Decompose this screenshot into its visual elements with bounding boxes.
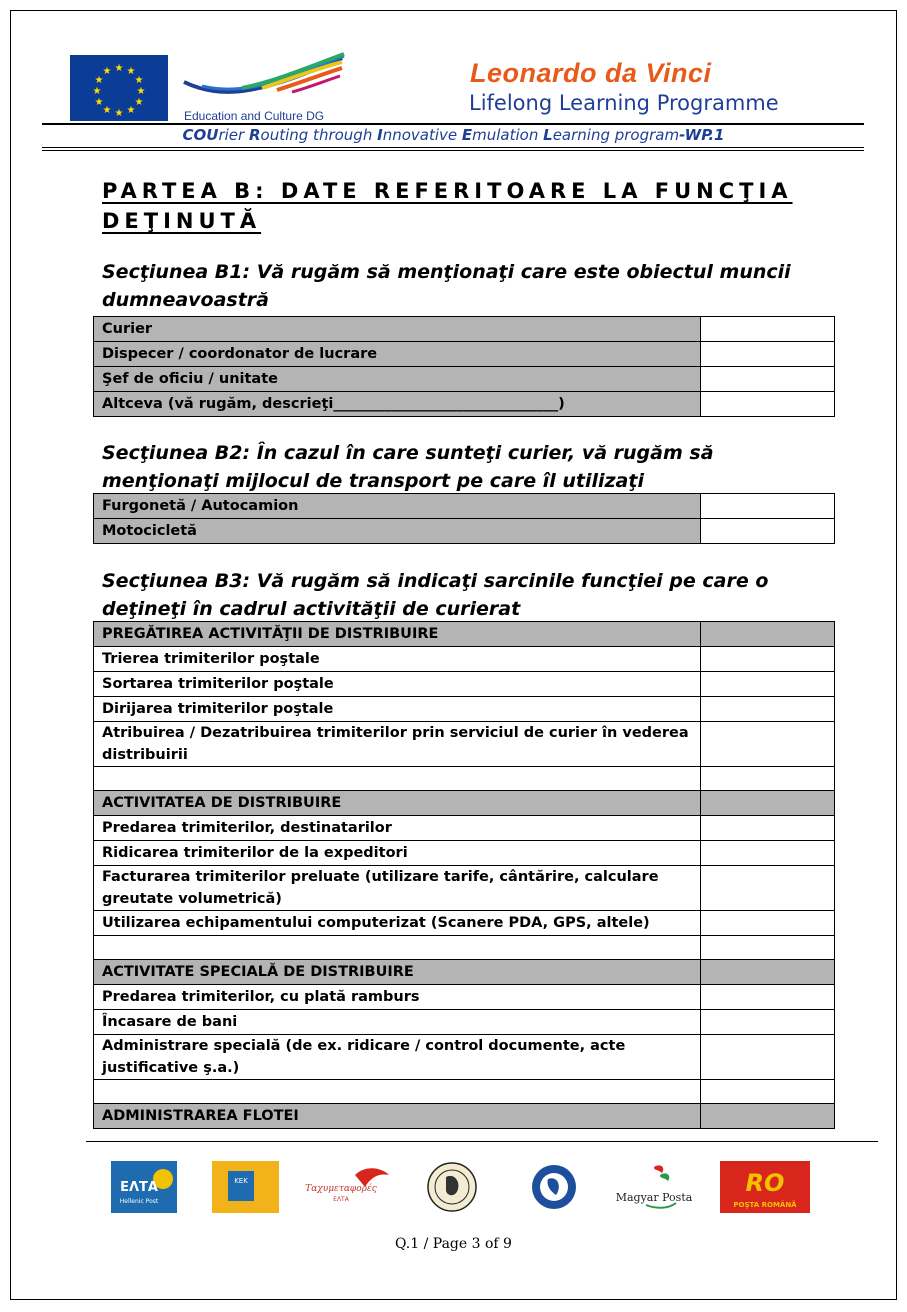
table-row	[94, 367, 835, 392]
answer-cell[interactable]	[701, 494, 835, 519]
table-row	[94, 519, 835, 544]
page-number: Q.1 / Page 3 of 9	[395, 1236, 512, 1252]
answer-cell[interactable]	[701, 367, 835, 392]
option-label: Motocicletă	[94, 519, 701, 544]
header-divider-double-2	[42, 150, 864, 151]
part-title: PARTEA B: DATE REFERITOARE LA FUNCŢIA DEŢINUTĂ	[102, 179, 793, 233]
program-subtitle: Lifelong Learning Programme	[469, 91, 779, 115]
project-line: COUrier Routing through Innovative Emulation Learning program-WP.1	[182, 126, 725, 144]
blank-row	[94, 767, 835, 791]
blank-cell[interactable]	[94, 767, 701, 791]
task-label: Atribuirea / Dezatribuirea trimiterilor prin serviciul de curier în vederea distribuirii	[94, 722, 701, 767]
svg-text:Hellenic Post: Hellenic Post	[119, 1198, 159, 1205]
table-row	[94, 1035, 835, 1080]
blank-row	[94, 1080, 835, 1104]
svg-text:Magyar Posta: Magyar Posta	[616, 1191, 693, 1204]
svg-text:★: ★	[94, 75, 104, 86]
table-row	[94, 816, 835, 841]
answer-cell[interactable]	[701, 767, 835, 791]
magyar-posta-logo	[616, 1161, 694, 1213]
answer-cell[interactable]	[701, 317, 835, 342]
table-row	[94, 672, 835, 697]
answer-cell	[701, 791, 835, 816]
answer-cell	[701, 622, 835, 647]
table-row	[94, 911, 835, 936]
group-heading: ACTIVITATEA DE DISTRIBUIRE	[94, 791, 701, 816]
svg-text:ΕΛΤΑ: ΕΛΤΑ	[120, 1180, 158, 1195]
section-b2-table	[93, 493, 835, 544]
answer-cell[interactable]	[701, 911, 835, 936]
option-label: Şef de oficiu / unitate	[94, 367, 701, 392]
svg-text:★: ★	[102, 66, 112, 77]
greek-seal-logo	[424, 1161, 480, 1213]
option-label: Curier	[94, 317, 701, 342]
elta-logo	[111, 1161, 177, 1213]
answer-cell[interactable]	[701, 841, 835, 866]
header-divider-double-1	[42, 147, 864, 148]
table-row	[94, 985, 835, 1010]
task-label: Predarea trimiterilor, cu plată ramburs	[94, 985, 701, 1010]
header-divider	[42, 123, 864, 125]
section-b3-table	[93, 621, 835, 1129]
table-row	[94, 317, 835, 342]
task-label: Dirijarea trimiterilor poştale	[94, 697, 701, 722]
kek-logo	[212, 1161, 279, 1213]
answer-cell[interactable]	[701, 1010, 835, 1035]
group-heading: ACTIVITATE SPECIALĂ DE DISTRIBUIRE	[94, 960, 701, 985]
svg-text:★: ★	[136, 86, 146, 97]
option-label: Furgonetă / Autocamion	[94, 494, 701, 519]
task-label: Încasare de bani	[94, 1010, 701, 1035]
answer-cell[interactable]	[701, 936, 835, 960]
table-row	[94, 342, 835, 367]
answer-cell[interactable]	[701, 722, 835, 767]
table-row	[94, 697, 835, 722]
answer-cell[interactable]	[701, 697, 835, 722]
answer-cell	[701, 1104, 835, 1129]
table-row	[94, 841, 835, 866]
section-b2-title: Secţiunea B2: În cazul în care sunteţi curier, vă rugăm să menţionaţi mijlocul de transport pe care îl utilizaţi	[102, 442, 714, 492]
answer-cell[interactable]	[701, 985, 835, 1010]
svg-text:Ταχυμεταφορές: Ταχυμεταφορές	[305, 1184, 377, 1194]
svg-text:★: ★	[94, 97, 104, 108]
blank-cell[interactable]	[94, 936, 701, 960]
answer-cell[interactable]	[701, 342, 835, 367]
answer-cell[interactable]	[701, 1035, 835, 1080]
svg-text:RO: RO	[745, 1169, 785, 1197]
posta-romana-logo	[720, 1161, 810, 1213]
group-heading-row	[94, 791, 835, 816]
task-label: Trierea trimiterilor poştale	[94, 647, 701, 672]
task-label: Facturarea trimiterilor preluate (utilizare tarife, cântărire, calculare greutate volumetrică)	[94, 866, 701, 911]
table-row	[94, 722, 835, 767]
task-label: Utilizarea echipamentului computerizat (Scanere PDA, GPS, altele)	[94, 911, 701, 936]
university-seal-logo	[530, 1161, 578, 1213]
svg-text:★: ★	[134, 75, 144, 86]
option-label: Altceva (vă rugăm, descrieţi_______________________________)	[94, 392, 701, 417]
task-label: Ridicarea trimiterilor de la expeditori	[94, 841, 701, 866]
task-label: Sortarea trimiterilor poştale	[94, 672, 701, 697]
blank-cell[interactable]	[94, 1080, 701, 1104]
answer-cell[interactable]	[701, 519, 835, 544]
table-row	[94, 647, 835, 672]
section-b1-title: Secţiunea B1: Vă rugăm să menţionaţi care este obiectul muncii dumneavoastră	[102, 261, 791, 311]
option-label: Dispecer / coordonator de lucrare	[94, 342, 701, 367]
svg-text:ΕΛΤΑ: ΕΛΤΑ	[333, 1196, 349, 1203]
group-heading-row	[94, 1104, 835, 1129]
answer-cell	[701, 960, 835, 985]
svg-text:POŞTA ROMÂNĂ: POŞTA ROMÂNĂ	[733, 1201, 797, 1209]
education-culture-swoosh-logo	[182, 52, 347, 110]
table-row	[94, 392, 835, 417]
section-b1-table	[93, 316, 835, 417]
task-label: Predarea trimiterilor, destinatarilor	[94, 816, 701, 841]
svg-text:KEK: KEK	[234, 1177, 248, 1185]
group-heading-row	[94, 960, 835, 985]
svg-text:★: ★	[92, 86, 102, 97]
svg-text:★: ★	[126, 105, 136, 116]
task-label: Administrare specială (de ex. ridicare / control documente, acte justificative ş.a.)	[94, 1035, 701, 1080]
answer-cell[interactable]	[701, 392, 835, 417]
svg-text:★: ★	[102, 105, 112, 116]
elta-courier-logo	[305, 1161, 391, 1213]
group-heading-row	[94, 622, 835, 647]
section-b3-title: Secţiunea B3: Vă rugăm să indicaţi sarcinile funcţiei pe care o deţineţi în cadrul activităţii de curierat	[102, 570, 769, 620]
eac-label: Education and Culture DG	[184, 109, 325, 123]
footer-divider	[86, 1141, 878, 1142]
program-title: Leonardo da Vinci	[470, 58, 712, 88]
group-heading: ADMINISTRAREA FLOTEI	[94, 1104, 701, 1129]
answer-cell[interactable]	[701, 866, 835, 911]
eu-flag-logo	[70, 55, 168, 121]
table-row	[94, 494, 835, 519]
table-row	[94, 1010, 835, 1035]
svg-text:★: ★	[126, 66, 136, 77]
svg-text:★: ★	[114, 108, 124, 119]
table-row	[94, 866, 835, 911]
answer-cell[interactable]	[701, 1080, 835, 1104]
answer-cell[interactable]	[701, 816, 835, 841]
answer-cell[interactable]	[701, 672, 835, 697]
group-heading: PREGĂTIREA ACTIVITĂŢII DE DISTRIBUIRE	[94, 622, 701, 647]
svg-text:★: ★	[134, 97, 144, 108]
blank-row	[94, 936, 835, 960]
answer-cell[interactable]	[701, 647, 835, 672]
svg-text:★: ★	[114, 63, 124, 74]
